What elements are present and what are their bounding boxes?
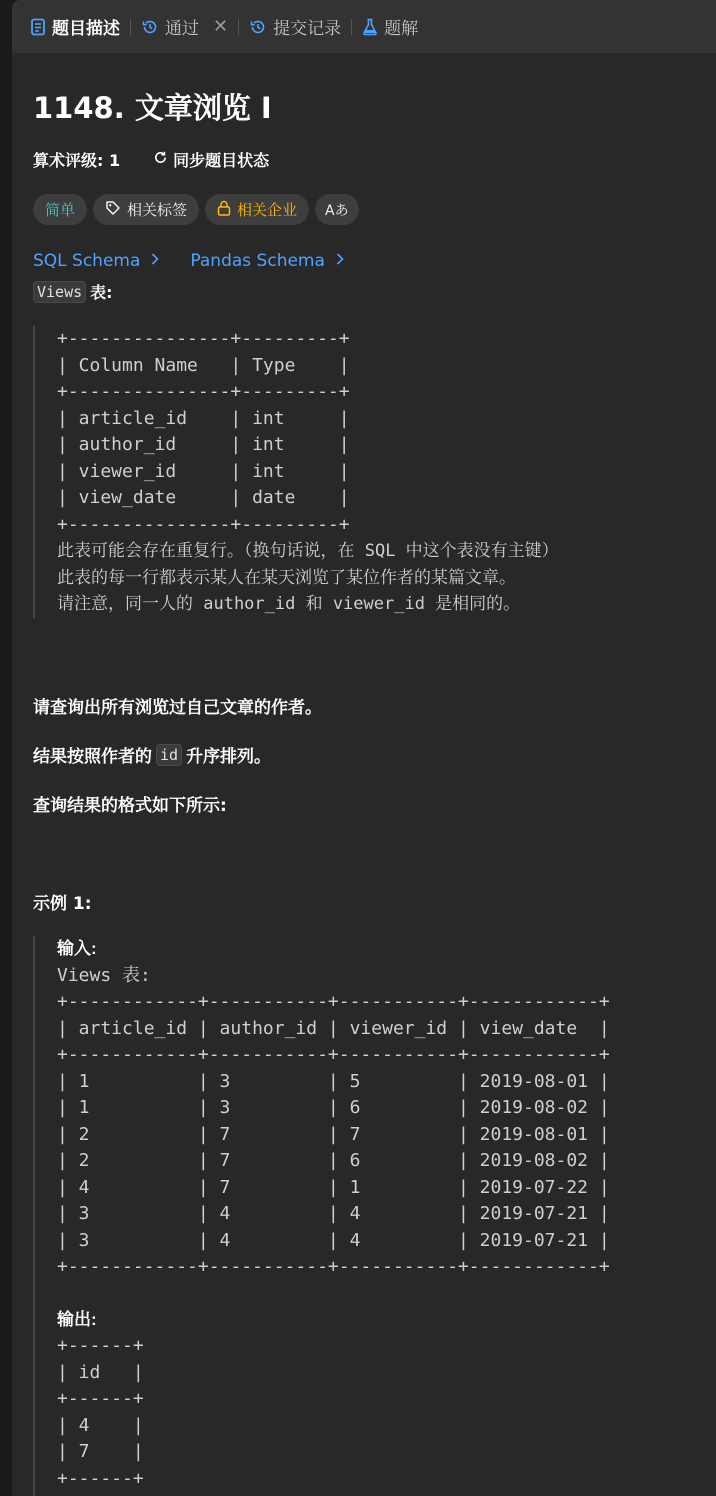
output-label: 输出: <box>57 1309 97 1329</box>
rating-label: 算术评级: 1 <box>33 151 121 170</box>
related-companies-label: 相关企业 <box>237 201 298 219</box>
history-icon <box>141 18 159 36</box>
example-blockquote <box>33 936 610 1496</box>
tab-accepted-label: 通过 <box>165 19 199 39</box>
task-text: 请查询出所有浏览过自己文章的作者。 <box>33 698 322 718</box>
tab-accepted[interactable] <box>141 14 228 39</box>
sql-schema-label: SQL Schema <box>33 251 141 271</box>
order-prefix: 结果按照作者的 <box>33 747 152 767</box>
schema-blockquote <box>33 326 559 618</box>
views-suffix: 表: <box>90 283 113 302</box>
sql-schema-link[interactable] <box>33 251 160 271</box>
related-tags-button[interactable] <box>93 194 199 225</box>
tab-submissions-label: 提交记录 <box>273 19 342 39</box>
tab-bar <box>12 0 716 53</box>
example-heading: 示例 1: <box>33 894 92 914</box>
pandas-schema-label: Pandas Schema <box>190 251 325 271</box>
history-icon <box>249 18 267 36</box>
schema-notes: 此表可能会存在重复行。（换句话说，在 SQL 中这个表没有主键） 此表的每一行都表示某人在某天浏览了某位作者的某篇文章。 请注意，同一人的 author_id 和 viewer_id 是相同的。 <box>57 541 559 614</box>
tab-description[interactable] <box>30 14 120 39</box>
lock-icon <box>217 200 231 220</box>
refresh-icon <box>153 150 168 169</box>
translate-button[interactable] <box>315 194 359 225</box>
problem-meta <box>33 148 269 171</box>
input-table: Views 表: +------------+-----------+-----------+------------+ | article_id | author_id | viewer_id | view_date | +------------+-----------+-----------+------------+ | 1 | 3 | 5 | 2019-08-01 | | 1 | 3 | 6 | 2019-08-02 | | 2 | 7 | 7 | 2019-08-01 | | 2 | 7 | 6 | 2019-08-02 | | 4 | 7 | 1 | 2019-07-22 | | 3 | 4 | 4 | 2019-07-21 | | 3 | 4 | 4 | 2019-07-21 | +------------+-----------+-----------+------------+ <box>57 964 610 1277</box>
tag-row <box>33 194 359 225</box>
tab-solutions[interactable] <box>362 14 418 39</box>
chevron-right-icon <box>150 251 160 271</box>
tab-description-label: 题目描述 <box>52 19 120 39</box>
output-table: +------+ | id | +------+ | 4 | | 7 | +------+ <box>57 1335 144 1489</box>
sync-status-button[interactable] <box>153 148 269 171</box>
translate-icon: Aあ <box>325 202 349 219</box>
pandas-schema-link[interactable] <box>190 251 345 271</box>
tab-divider <box>130 19 131 35</box>
difficulty-label: 简单 <box>45 201 76 219</box>
sync-status-label: 同步题目状态 <box>173 151 270 170</box>
close-icon[interactable]: ✕ <box>213 16 229 37</box>
related-tags-label: 相关标签 <box>127 201 188 219</box>
views-table-heading <box>33 280 113 303</box>
page-title: 1148. 文章浏览 I <box>33 91 272 125</box>
order-suffix: 升序排列。 <box>186 747 272 767</box>
order-text <box>33 742 271 767</box>
schema-links <box>33 251 375 271</box>
difficulty-badge[interactable] <box>33 194 87 225</box>
format-text: 查询结果的格式如下所示: <box>33 796 227 816</box>
description-icon <box>30 18 46 36</box>
input-label: 输入: <box>57 939 97 958</box>
tab-submissions[interactable] <box>249 14 341 39</box>
chevron-right-icon <box>335 251 345 271</box>
related-companies-button[interactable] <box>205 194 309 225</box>
tab-divider <box>238 19 239 35</box>
flask-icon <box>362 18 378 36</box>
tab-divider <box>351 19 352 35</box>
id-code: id <box>156 744 182 766</box>
views-code: Views <box>33 281 86 303</box>
tab-solutions-label: 题解 <box>384 19 419 39</box>
problem-panel <box>12 0 716 1496</box>
schema-table: +---------------+---------+ | Column Name | Type | +---------------+---------+ | article_id | int | | author_id | int | | viewer_id | int | | view_date | date | +---------------+---------+ <box>57 328 350 535</box>
tag-icon <box>105 200 121 220</box>
